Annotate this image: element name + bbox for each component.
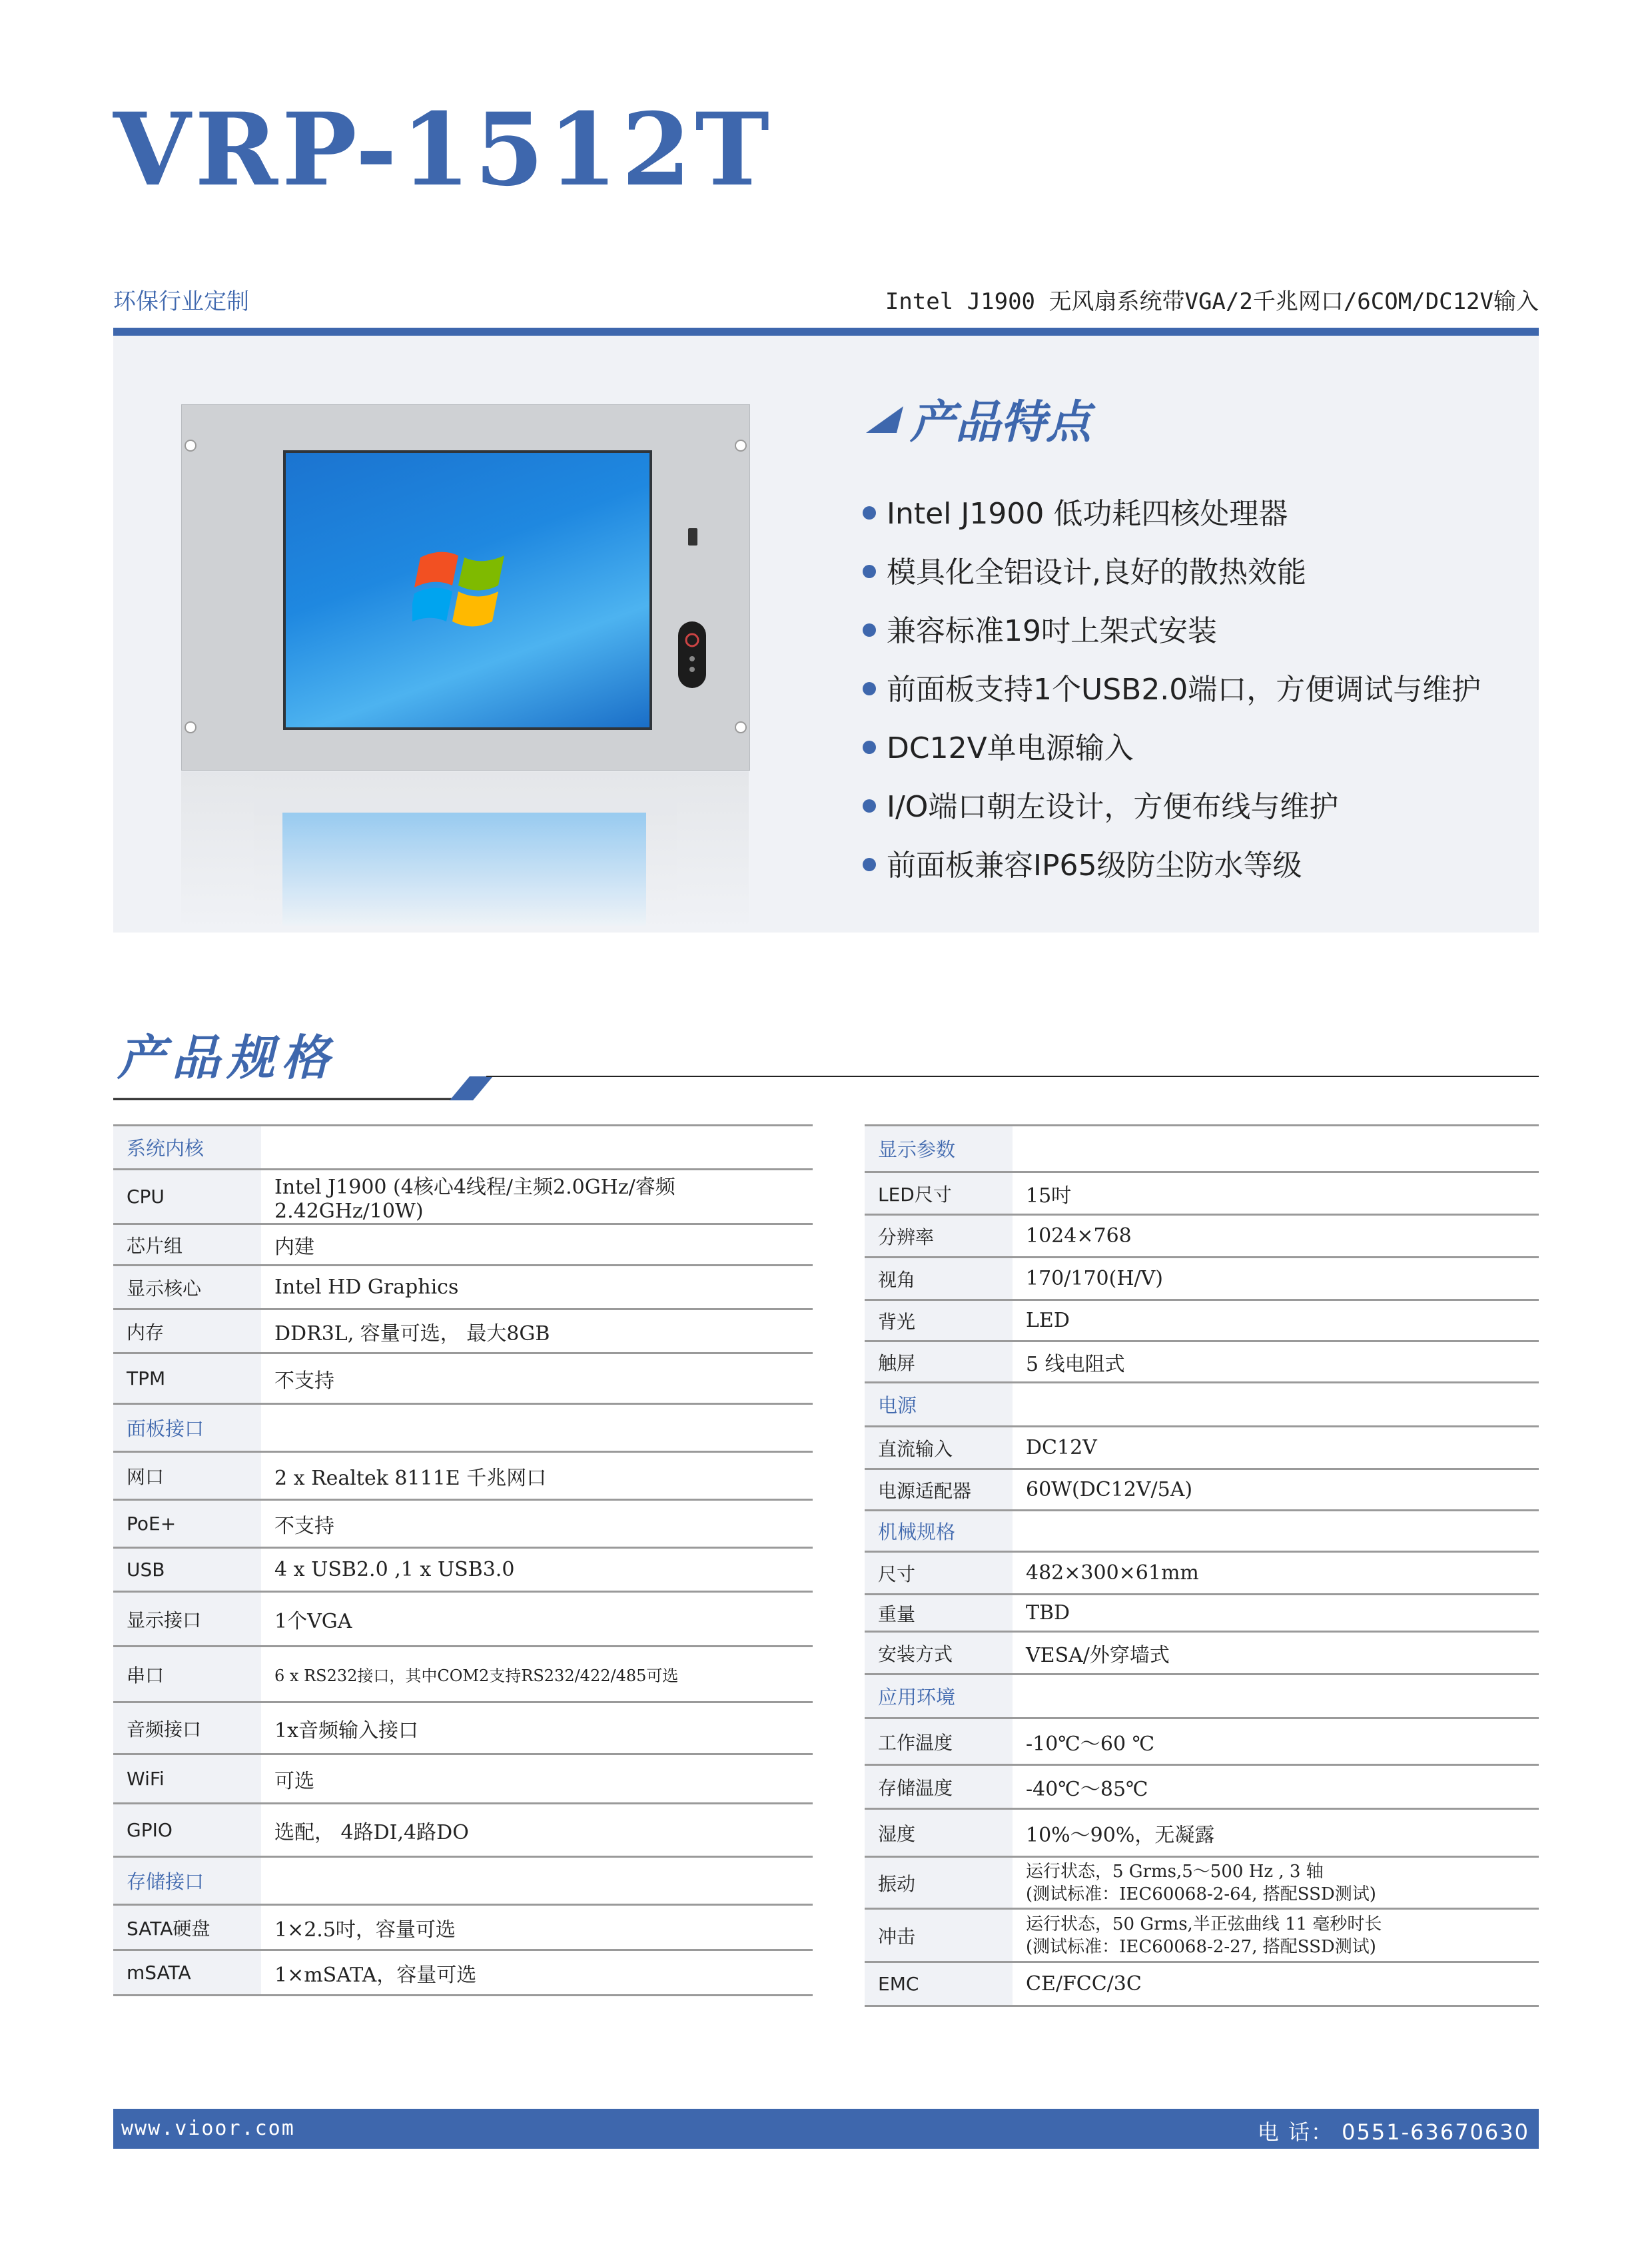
spec-section-title: 系统内核 bbox=[113, 1126, 261, 1170]
product-screen bbox=[283, 450, 652, 730]
spec-section-filler bbox=[1013, 1511, 1539, 1552]
spec-row bbox=[865, 1595, 1539, 1632]
spec-key: 电源适配器 bbox=[865, 1469, 1013, 1511]
specs-title-rule bbox=[113, 1066, 1539, 1106]
spec-key: 振动 bbox=[865, 1857, 1013, 1909]
spec-row bbox=[113, 1266, 813, 1309]
usb-port-icon bbox=[688, 528, 697, 546]
spec-value: 15吋 bbox=[1013, 1172, 1539, 1215]
spec-key: 尺寸 bbox=[865, 1552, 1013, 1595]
spec-section-row bbox=[865, 1675, 1539, 1718]
feature-item bbox=[863, 485, 1481, 544]
spec-section-row bbox=[113, 1126, 813, 1170]
spec-key: 视角 bbox=[865, 1258, 1013, 1300]
spec-table-left bbox=[113, 1124, 813, 1996]
industry-subtitle: 环保行业定制 bbox=[113, 288, 249, 315]
spec-section-filler bbox=[1013, 1126, 1539, 1172]
spec-section-title: 显示参数 bbox=[865, 1126, 1013, 1172]
feature-text: I/O端口朝左设计，方便布线与维护 bbox=[887, 790, 1339, 824]
spec-value-line: 运行状态，50 Grms,半正弦曲线 11 毫秒时长 bbox=[1026, 1914, 1382, 1934]
spec-row bbox=[865, 1962, 1539, 2006]
spec-key: GPIO bbox=[113, 1804, 261, 1857]
spec-row bbox=[113, 1500, 813, 1548]
spec-row bbox=[113, 1548, 813, 1592]
features-title: 产品特点 bbox=[910, 396, 1092, 449]
feature-text: Intel J1900 低功耗四核处理器 bbox=[887, 497, 1288, 531]
spec-row bbox=[113, 1592, 813, 1647]
spec-section-row bbox=[865, 1126, 1539, 1172]
spec-section-row bbox=[113, 1857, 813, 1905]
website-link[interactable]: www.vioor.com bbox=[121, 2117, 295, 2140]
spec-section-filler bbox=[1013, 1675, 1539, 1718]
feature-text: 前面板支持1个USB2.0端口，方便调试与维护 bbox=[887, 673, 1481, 707]
spec-value-note: (测试标准：IEC60068-2-27, 搭配SSD测试) bbox=[1026, 1936, 1376, 1957]
spec-row bbox=[865, 1765, 1539, 1809]
spec-value: 可选 bbox=[261, 1754, 813, 1804]
feature-item bbox=[863, 661, 1481, 719]
spec-key: 冲击 bbox=[865, 1909, 1013, 1962]
spec-section-title: 机械规格 bbox=[865, 1511, 1013, 1552]
spec-key: LED尺寸 bbox=[865, 1172, 1013, 1215]
spec-key: 芯片组 bbox=[113, 1224, 261, 1266]
spec-value: -40℃～85℃ bbox=[1013, 1765, 1539, 1809]
header-rule bbox=[113, 328, 1539, 336]
feature-item bbox=[863, 837, 1481, 895]
spec-key: 直流输入 bbox=[865, 1427, 1013, 1469]
spec-key: 工作温度 bbox=[865, 1718, 1013, 1765]
spec-value: 482×300×61mm bbox=[1013, 1552, 1539, 1595]
feature-text: 前面板兼容IP65级防尘防水等级 bbox=[887, 849, 1302, 883]
spec-row bbox=[865, 1172, 1539, 1215]
spec-value-line: 运行状态，5 Grms,5～500 Hz , 3 轴 bbox=[1026, 1861, 1324, 1882]
spec-value: 10%～90%，无凝露 bbox=[1013, 1809, 1539, 1857]
spec-key: PoE+ bbox=[113, 1500, 261, 1548]
bullet-dot-icon bbox=[863, 623, 876, 637]
spec-section-title: 电源 bbox=[865, 1383, 1013, 1427]
spec-key: 显示核心 bbox=[113, 1266, 261, 1309]
spec-row bbox=[113, 1309, 813, 1353]
spec-value: 1×mSATA，容量可选 bbox=[261, 1950, 813, 1996]
spec-value: 170/170(H/V) bbox=[1013, 1258, 1539, 1300]
spec-section-filler bbox=[261, 1857, 813, 1905]
spec-section-title: 应用环境 bbox=[865, 1675, 1013, 1718]
windows-logo-icon bbox=[412, 540, 512, 639]
spec-key: 湿度 bbox=[865, 1809, 1013, 1857]
power-button-icon bbox=[678, 621, 706, 688]
spec-value: 60W(DC12V/5A) bbox=[1013, 1469, 1539, 1511]
spec-key: TPM bbox=[113, 1353, 261, 1404]
phone-number: 电 话： 0551-63670630 bbox=[1257, 2119, 1529, 2145]
mount-hole-icon bbox=[735, 721, 747, 733]
spec-row bbox=[865, 1857, 1539, 1909]
spec-section-filler bbox=[1013, 1383, 1539, 1427]
spec-section-title: 面板接口 bbox=[113, 1404, 261, 1452]
spec-value: TBD bbox=[1013, 1595, 1539, 1632]
feature-list bbox=[863, 485, 1481, 895]
feature-text: 兼容标准19吋上架式安装 bbox=[887, 614, 1217, 648]
spec-row bbox=[865, 1341, 1539, 1383]
spec-value bbox=[1013, 1909, 1539, 1962]
screen-reflection bbox=[282, 813, 646, 926]
spec-value: 1×2.5吋，容量可选 bbox=[261, 1905, 813, 1950]
spec-key: 安装方式 bbox=[865, 1632, 1013, 1675]
spec-value: Intel J1900 (4核心4线程/主频2.0GHz/睿频2.42GHz/10W) bbox=[261, 1170, 813, 1224]
spec-key: 音频接口 bbox=[113, 1702, 261, 1754]
bullet-dot-icon bbox=[863, 858, 876, 871]
spec-value bbox=[1013, 1857, 1539, 1909]
feature-item bbox=[863, 778, 1481, 837]
spec-value: 1x音频输入接口 bbox=[261, 1702, 813, 1754]
spec-key: 分辨率 bbox=[865, 1215, 1013, 1258]
spec-key: USB bbox=[113, 1548, 261, 1592]
footer-bar bbox=[113, 2109, 1539, 2149]
spec-value: VESA/外穿墙式 bbox=[1013, 1632, 1539, 1675]
spec-row bbox=[865, 1718, 1539, 1765]
spec-row bbox=[113, 1353, 813, 1404]
spec-value: 5 线电阻式 bbox=[1013, 1341, 1539, 1383]
feature-text: 模具化全铝设计,良好的散热效能 bbox=[887, 556, 1306, 589]
spec-section-row bbox=[865, 1383, 1539, 1427]
spec-value: DC12V bbox=[1013, 1427, 1539, 1469]
spec-key: SATA硬盘 bbox=[113, 1905, 261, 1950]
spec-value: 不支持 bbox=[261, 1500, 813, 1548]
bullet-dot-icon bbox=[863, 506, 876, 520]
spec-value: 内建 bbox=[261, 1224, 813, 1266]
spec-value: 2 x Realtek 8111E 千兆网口 bbox=[261, 1452, 813, 1500]
mount-hole-icon bbox=[185, 721, 197, 733]
spec-row bbox=[113, 1754, 813, 1804]
spec-value: 4 x USB2.0 ,1 x USB3.0 bbox=[261, 1548, 813, 1592]
spec-key: EMC bbox=[865, 1962, 1013, 2006]
bullet-dot-icon bbox=[863, 741, 876, 754]
spec-key: 背光 bbox=[865, 1300, 1013, 1341]
spec-value: 1个VGA bbox=[261, 1592, 813, 1647]
spec-value: DDR3L, 容量可选， 最大8GB bbox=[261, 1309, 813, 1353]
spec-row bbox=[865, 1215, 1539, 1258]
feature-text: DC12V单电源输入 bbox=[887, 731, 1134, 765]
spec-row bbox=[865, 1809, 1539, 1857]
spec-value: 选配， 4路DI,4路DO bbox=[261, 1804, 813, 1857]
spec-key: 网口 bbox=[113, 1452, 261, 1500]
spec-value: 不支持 bbox=[261, 1353, 813, 1404]
mount-hole-icon bbox=[735, 440, 747, 452]
spec-key: 显示接口 bbox=[113, 1592, 261, 1647]
feature-item bbox=[863, 544, 1481, 602]
spec-section-row bbox=[113, 1404, 813, 1452]
spec-row bbox=[865, 1469, 1539, 1511]
spec-row bbox=[865, 1909, 1539, 1962]
spec-row bbox=[865, 1427, 1539, 1469]
spec-value-note: (测试标准：IEC60068-2-64, 搭配SSD测试) bbox=[1026, 1884, 1376, 1904]
spec-value: Intel HD Graphics bbox=[261, 1266, 813, 1309]
page-title: VRP-1512T bbox=[113, 91, 773, 208]
product-summary: Intel J1900 无风扇系统带VGA/2千兆网口/6COM/DC12V输入 bbox=[885, 288, 1539, 315]
spec-key: 重量 bbox=[865, 1595, 1013, 1632]
spec-section-filler bbox=[261, 1404, 813, 1452]
spec-row bbox=[113, 1452, 813, 1500]
spec-row bbox=[865, 1300, 1539, 1341]
spec-row bbox=[113, 1702, 813, 1754]
spec-row bbox=[113, 1647, 813, 1702]
spec-row bbox=[113, 1170, 813, 1224]
spec-key: 串口 bbox=[113, 1647, 261, 1702]
spec-value: -10℃～60 ℃ bbox=[1013, 1718, 1539, 1765]
spec-key: CPU bbox=[113, 1170, 261, 1224]
specs-title: 产品规格 bbox=[117, 1029, 336, 1086]
spec-row bbox=[113, 1804, 813, 1857]
title-slash-icon bbox=[866, 406, 903, 433]
spec-row bbox=[113, 1905, 813, 1950]
spec-row bbox=[865, 1258, 1539, 1300]
spec-value: 1024×768 bbox=[1013, 1215, 1539, 1258]
bullet-dot-icon bbox=[863, 565, 876, 578]
spec-key: 触屏 bbox=[865, 1341, 1013, 1383]
spec-value: CE/FCC/3C bbox=[1013, 1962, 1539, 2006]
spec-table-right bbox=[865, 1124, 1539, 2007]
mount-hole-icon bbox=[185, 440, 197, 452]
spec-key: WiFi bbox=[113, 1754, 261, 1804]
spec-row bbox=[865, 1552, 1539, 1595]
spec-value: LED bbox=[1013, 1300, 1539, 1341]
bullet-dot-icon bbox=[863, 682, 876, 695]
spec-key: 内存 bbox=[113, 1309, 261, 1353]
spec-row bbox=[113, 1950, 813, 1996]
spec-value: 6 x RS232接口，其中COM2支持RS232/422/485可选 bbox=[261, 1647, 813, 1702]
bullet-dot-icon bbox=[863, 799, 876, 813]
feature-item bbox=[863, 602, 1481, 661]
spec-section-title: 存储接口 bbox=[113, 1857, 261, 1905]
product-reflection bbox=[181, 771, 749, 931]
spec-row bbox=[865, 1632, 1539, 1675]
feature-item bbox=[863, 719, 1481, 778]
spec-row bbox=[113, 1224, 813, 1266]
spec-section-row bbox=[865, 1511, 1539, 1552]
spec-key: mSATA bbox=[113, 1950, 261, 1996]
spec-section-filler bbox=[261, 1126, 813, 1170]
spec-key: 存储温度 bbox=[865, 1765, 1013, 1809]
product-image bbox=[181, 404, 750, 771]
